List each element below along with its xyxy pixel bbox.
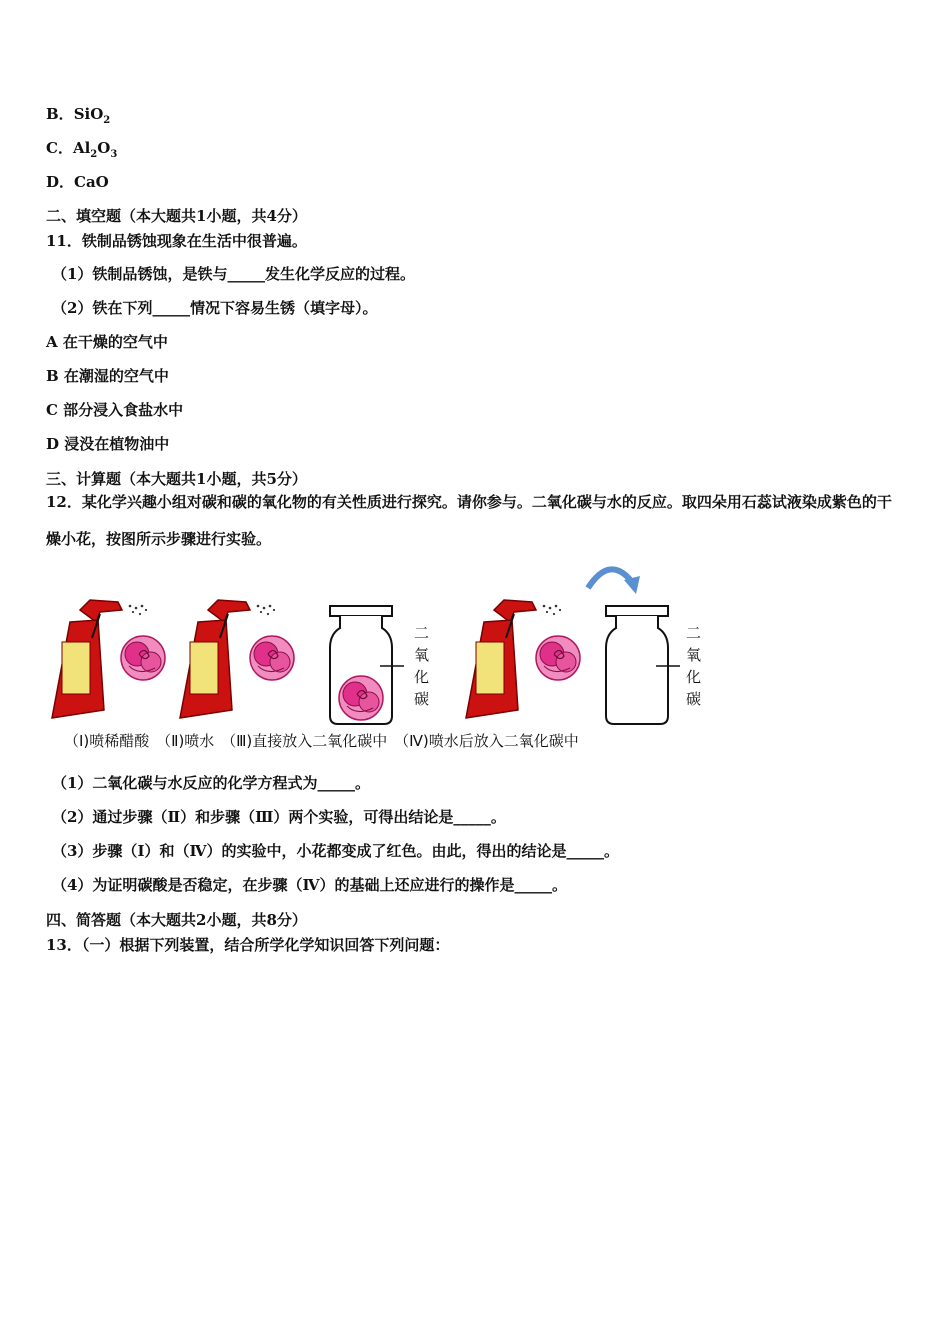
jar-label-4-char-1: 二 xyxy=(686,624,702,642)
jar-icon-step-4 xyxy=(606,606,668,724)
question-12-part-3: （3）步骤（Ⅰ）和（Ⅳ）的实验中，小花都变成了红色。由此，得出的结论是_____。 xyxy=(52,842,619,860)
question-11: 11．铁制品锈蚀现象在生活中很普遍。 xyxy=(46,232,307,250)
flower-icon-step-4 xyxy=(536,636,580,680)
question-12-part-4: （4）为证明碳酸是否稳定，在步骤（Ⅳ）的基础上还应进行的操作是_____。 xyxy=(52,876,567,894)
caption-step-1: （Ⅰ)喷稀醋酸 xyxy=(64,732,150,750)
question-13: 13．（一）根据下列装置，结合所学化学知识回答下列问题： xyxy=(46,936,450,954)
question-12-part-1: （1）二氧化碳与水反应的化学方程式为_____。 xyxy=(52,774,370,792)
question-11-part-1: （1）铁制品锈蚀，是铁与_____发生化学反应的过程。 xyxy=(52,265,415,283)
jar-label-3-char-4: 碳 xyxy=(414,690,430,708)
option-c: C．$Al_2O_3$ xyxy=(46,139,118,160)
flower-icon-step-1 xyxy=(121,636,165,680)
figure-captions xyxy=(64,730,581,751)
choice-c: C 部分浸入食盐水中 xyxy=(46,401,184,419)
section-title-calculation: 三、计算题（本大题共1小题，共5分） xyxy=(46,470,307,488)
experiment-figure xyxy=(40,560,720,755)
jar-label-3-char-2: 氧 xyxy=(414,646,430,664)
jar-label-3-char-3: 化 xyxy=(414,668,430,686)
jar-label-3-char-1: 二 xyxy=(414,624,430,642)
question-12: 12．某化学兴趣小组对碳和碳的氧化物的有关性质进行探究。请你参与。二氧化碳与水的反应。取四朵用石蕊试液染成紫色的干燥小花，按图所示步骤进行实验。 xyxy=(46,493,892,548)
jar-label-4-char-2: 氧 xyxy=(686,646,702,664)
jar-label-4-char-4: 碳 xyxy=(686,690,702,708)
caption-step-2: （Ⅱ)喷水 xyxy=(156,732,215,750)
jar-label-4-char-3: 化 xyxy=(686,668,702,686)
flower-icon-step-2 xyxy=(250,636,294,680)
question-12-part-2: （2）通过步骤（Ⅱ）和步骤（Ⅲ）两个实验，可得出结论是_____。 xyxy=(52,808,506,826)
choice-b: B 在潮湿的空气中 xyxy=(46,367,169,385)
choice-a: A 在干燥的空气中 xyxy=(46,333,168,351)
option-d: D．CaO xyxy=(46,173,109,191)
caption-step-3: （Ⅲ)直接放入二氧化碳中 xyxy=(221,732,388,750)
section-title-short-answer: 四、简答题（本大题共2小题，共8分） xyxy=(46,911,307,929)
caption-step-4: （Ⅳ)喷水后放入二氧化碳中 xyxy=(394,732,579,750)
section-title-fill-in: 二、填空题（本大题共1小题，共4分） xyxy=(46,207,307,225)
curved-arrow-icon xyxy=(588,569,640,594)
option-b: B．SiO$_2$ xyxy=(46,105,111,126)
flower-icon-step-3 xyxy=(339,676,383,720)
choice-d: D 浸没在植物油中 xyxy=(46,435,170,453)
question-11-part-2: （2）铁在下列_____情况下容易生锈（填字母）。 xyxy=(52,299,378,317)
